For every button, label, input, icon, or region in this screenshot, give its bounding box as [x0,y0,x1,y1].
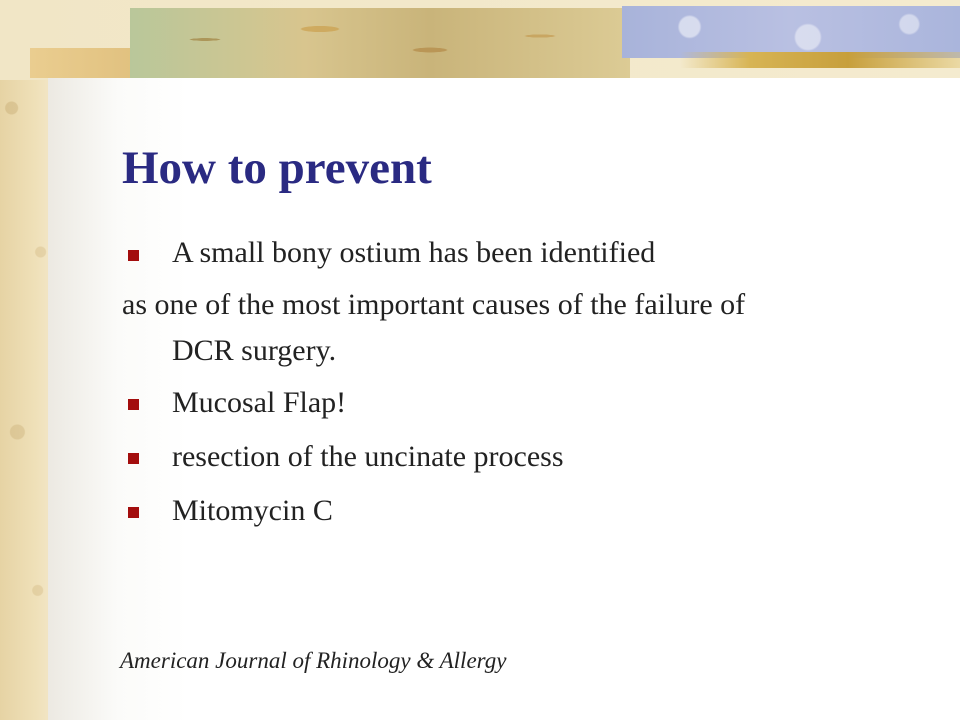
list-text-continuation-indent: DCR surgery. [172,334,337,367]
decorative-banner [0,0,960,80]
list-item-3: resection of the uncinate process [172,440,564,473]
banner-tile-blue [622,6,960,58]
list-item-1: A small bony ostium has been identified [172,236,656,269]
slide-title: How to prevent [122,142,432,194]
list-item-4: Mitomycin C [172,494,333,527]
source-citation: American Journal of Rhinology & Allergy [120,648,507,673]
bullet-square-icon [128,250,139,261]
list-item-2: Mucosal Flap! [172,386,347,419]
bullet-square-icon [128,453,139,464]
bullet-square-icon [128,507,139,518]
list-text-continuation: as one of the most important causes of the failure of [122,288,746,321]
banner-tile-leaves [130,8,630,78]
bullet-square-icon [128,399,139,410]
banner-tile-gold [680,52,960,68]
